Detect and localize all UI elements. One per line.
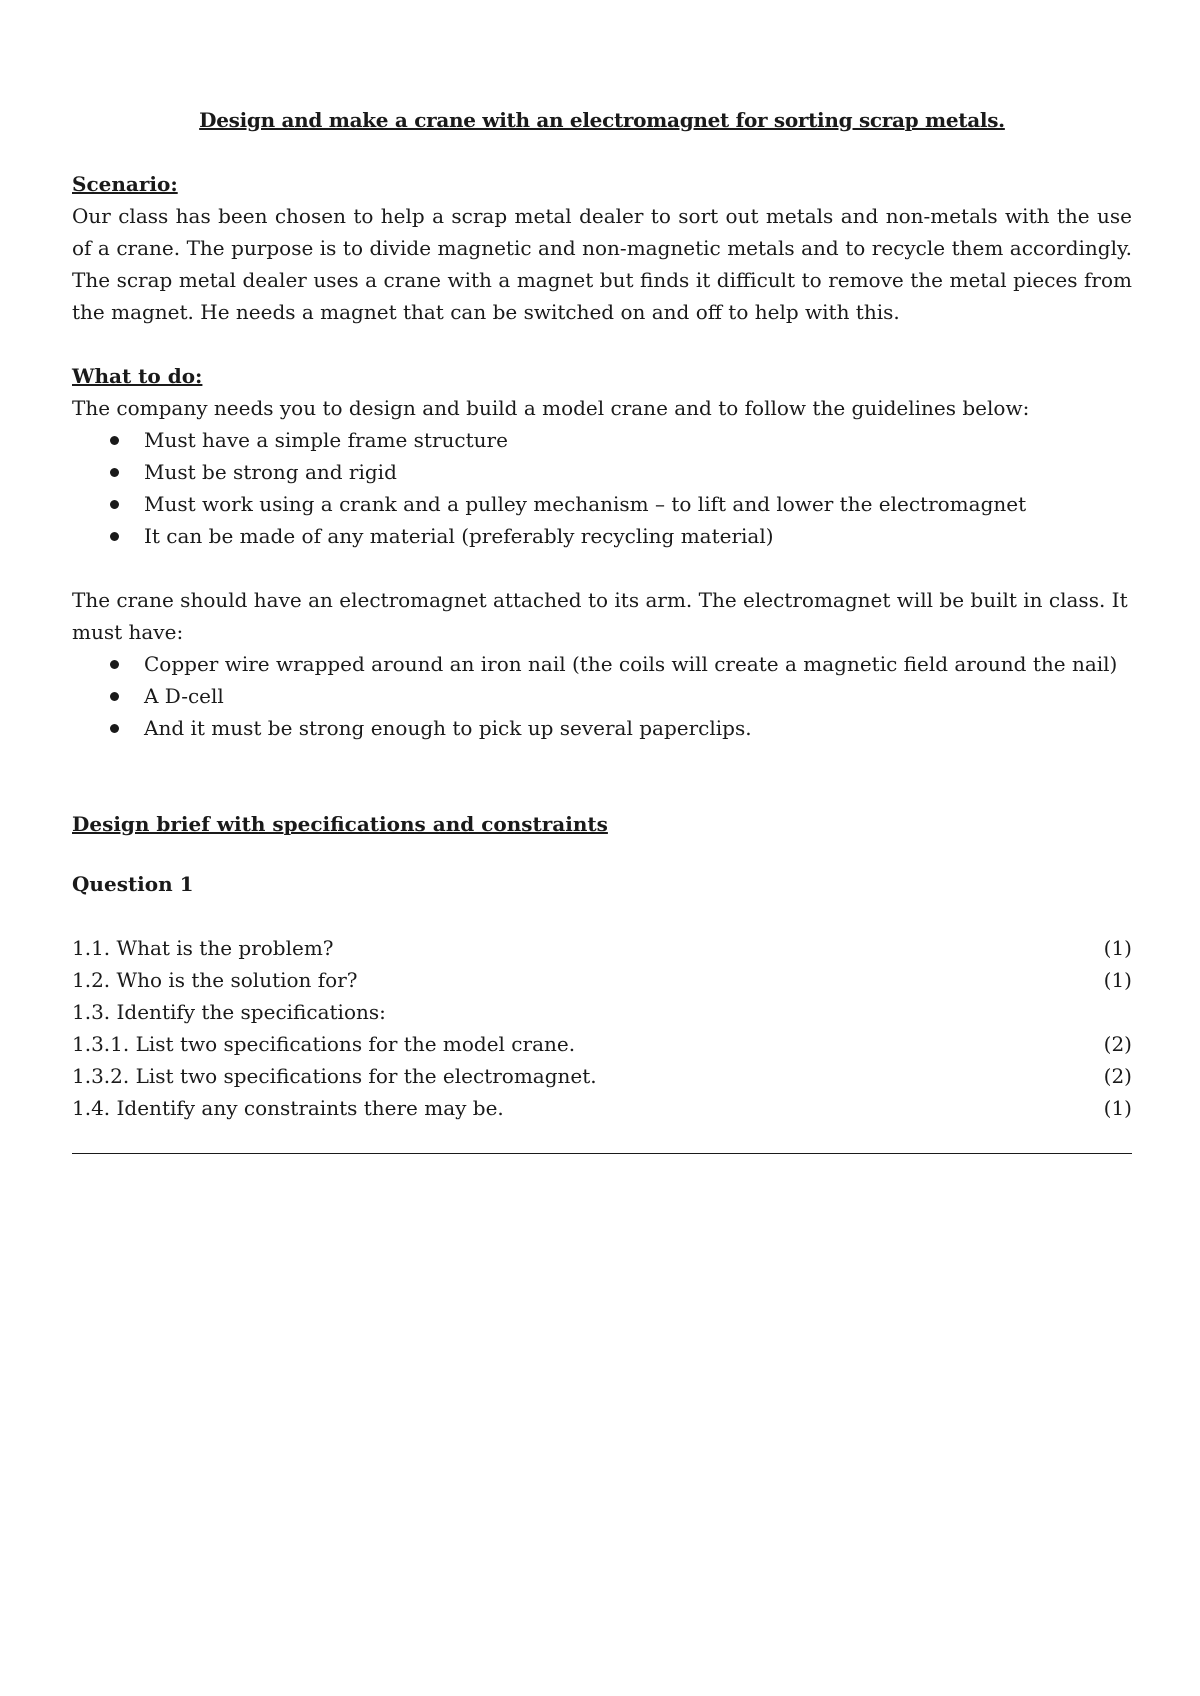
- document-title: Design and make a crane with an electromagnet for sorting scrap metals.: [199, 108, 1005, 132]
- list-item: Copper wire wrapped around an iron nail (the coils will create a magnetic field around the nail): [72, 648, 1132, 680]
- question-row: [72, 1092, 1132, 1124]
- scenario-text: Our class has been chosen to help a scrap metal dealer to sort out metals and non-metals with the use of a crane. The purpose is to divide magnetic and non-magnetic metals and to recycle them accordingly. The scrap metal dealer uses a crane with a magnet but finds it difficult to remove the metal pieces from the magnet. He needs a magnet that can be switched on and off to help with this.: [72, 204, 1132, 324]
- list-item: Must work using a crank and a pulley mechanism – to lift and lower the electromagnet: [72, 488, 1132, 520]
- bullet-icon: [110, 692, 119, 701]
- bullet-icon: [110, 532, 119, 541]
- question1-list: [72, 932, 1132, 1124]
- what-to-do-intro: The company needs you to design and build a model crane and to follow the guidelines below:: [72, 396, 1030, 420]
- question-mark: (2): [1103, 1064, 1132, 1088]
- guidelines-list: [72, 424, 1132, 552]
- question-text: 1.2. Who is the solution for?: [72, 968, 358, 992]
- list-item: Must have a simple frame structure: [72, 424, 1132, 456]
- electromagnet-intro: The crane should have an electromagnet attached to its arm. The electromagnet will be built in class. It must have:: [72, 588, 1128, 644]
- bullet-icon: [110, 724, 119, 733]
- section-divider: [72, 1153, 1132, 1154]
- question-mark: (1): [1103, 936, 1132, 960]
- question-text: 1.3.2. List two specifications for the electromagnet.: [72, 1064, 597, 1088]
- document-page: [72, 0, 1132, 1696]
- question-mark: (1): [1103, 1096, 1132, 1120]
- question-row: [72, 932, 1132, 964]
- question-row: [72, 996, 1132, 1028]
- question1-heading: Question 1: [72, 872, 194, 896]
- bullet-icon: [110, 500, 119, 509]
- list-item: It can be made of any material (preferably recycling material): [72, 520, 1132, 552]
- electromagnet-list: [72, 648, 1132, 744]
- question-mark: (2): [1103, 1032, 1132, 1056]
- question-row: [72, 1028, 1132, 1060]
- question-text: 1.1. What is the problem?: [72, 936, 334, 960]
- scenario-heading: Scenario:: [72, 172, 178, 196]
- scenario-section: [72, 168, 1132, 328]
- what-to-do-section: [72, 360, 1132, 552]
- question-mark: (1): [1103, 968, 1132, 992]
- question-text: 1.3.1. List two specifications for the model crane.: [72, 1032, 576, 1056]
- bullet-icon: [110, 436, 119, 445]
- what-to-do-heading: What to do:: [72, 364, 203, 388]
- electromagnet-section: [72, 584, 1132, 744]
- list-item: Must be strong and rigid: [72, 456, 1132, 488]
- question-text: 1.4. Identify any constraints there may be.: [72, 1096, 504, 1120]
- question-text: 1.3. Identify the specifications:: [72, 1000, 386, 1024]
- list-item: And it must be strong enough to pick up several paperclips.: [72, 712, 1132, 744]
- design-brief-heading: Design brief with specifications and constraints: [72, 812, 608, 836]
- bullet-icon: [110, 660, 119, 669]
- bullet-icon: [110, 468, 119, 477]
- list-item: A D-cell: [72, 680, 1132, 712]
- question-row: [72, 1060, 1132, 1092]
- question-row: [72, 964, 1132, 996]
